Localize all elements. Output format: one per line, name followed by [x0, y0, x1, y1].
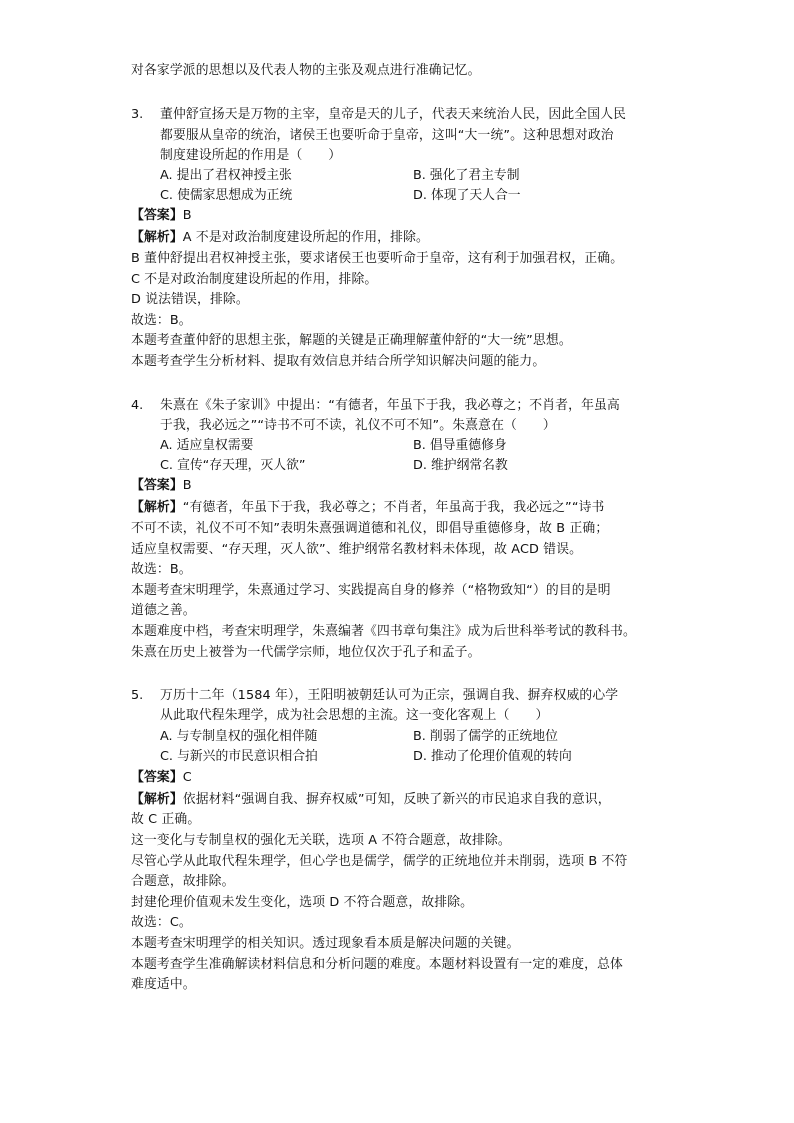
analysis-line: 故选：C。	[131, 915, 192, 930]
analysis-line: 本题考查学生准确解读材料信息和分析问题的难度。本题材料设置有一定的难度，总体	[131, 957, 623, 972]
option-c: C. 宣传“存天理，灭人欲”	[160, 458, 306, 473]
analysis-line: 合题意，故排除。	[131, 874, 235, 889]
analysis-line: 本题考查宋明理学，朱熹通过学习、实践提高自身的修养（“格物致知“）的目的是明	[131, 583, 611, 598]
analysis-line: 尽管心学从此取代程朱理学，但心学也是儒学，儒学的正统地位并未削弱，选项 B 不符	[131, 854, 628, 869]
option-b: B. 倡导重德修身	[413, 438, 507, 453]
analysis-line: 适应皇权需要、“存天理，灭人欲”、维护纲常名教材料未体现，故 ACD 错误。	[131, 542, 583, 557]
option-b: B. 削弱了儒学的正统地位	[413, 729, 558, 744]
answer-line	[131, 206, 192, 226]
analysis-line: 不可不读，礼仪不可不知”表明朱熹强调道德和礼仪，即倡导重德修身，故 B 正确；	[131, 521, 609, 536]
analysis-line: 朱熹在历史上被誉为一代儒学宗师，地位仅次于孔子和孟子。	[131, 645, 481, 660]
analysis-line: 本题难度中档，考查宋明理学，朱熹编著《四书章句集注》成为后世科举考试的教科书。	[131, 624, 636, 639]
analysis-line	[131, 790, 611, 810]
analysis-line: 难度适中。	[131, 977, 196, 992]
analysis-text: 依据材料“强调自我、摒弃权威”可知，反映了新兴的市民追求自我的意识，	[182, 792, 611, 807]
analysis-tag: 【解析】	[131, 230, 183, 245]
answer-value: C	[182, 770, 192, 785]
analysis-line: 道德之善。	[131, 603, 196, 618]
option-d: D. 体现了天人合一	[413, 188, 521, 203]
analysis-line: 本题考查宋明理学的相关知识。透过现象看本质是解决问题的关键。	[131, 936, 520, 951]
analysis-tag: 【解析】	[131, 500, 183, 515]
option-d: D. 推动了伦理价值观的转向	[413, 749, 572, 764]
analysis-line: D 说法错误，排除。	[131, 292, 249, 307]
answer-line	[131, 768, 192, 788]
intro-text: 对各家学派的思想以及代表人物的主张及观点进行准确记忆。	[131, 63, 481, 78]
question-number: 4.	[131, 398, 144, 413]
analysis-line: 故选：B。	[131, 562, 192, 577]
option-c: C. 使儒家思想成为正统	[160, 188, 293, 203]
analysis-line: 故选：B。	[131, 313, 192, 328]
option-a: A. 适应皇权需要	[160, 438, 254, 453]
question-stem-line: 制度建设所起的作用是（ ）	[160, 148, 342, 163]
option-d: D. 维护纲常名教	[413, 458, 508, 473]
option-b: B. 强化了君主专制	[413, 168, 520, 183]
analysis-text: “有德者，年虽下于我，我必尊之；不肖者，年虽高于我，我必远之”“诗书	[182, 500, 605, 515]
option-a: A. 提出了君权神授主张	[160, 168, 292, 183]
analysis-tag: 【解析】	[131, 792, 183, 807]
answer-value: B	[182, 208, 192, 223]
answer-tag: 【答案】	[131, 478, 183, 493]
question-number: 5.	[131, 688, 144, 703]
analysis-line: B 董仲舒提出君权神授主张，要求诸侯王也要听命于皇帝，这有利于加强君权，正确。	[131, 251, 624, 266]
analysis-line	[131, 498, 605, 518]
analysis-line: 本题考查董仲舒的思想主张，解题的关键是正确理解董仲舒的“大一统”思想。	[131, 333, 572, 348]
answer-value: B	[182, 478, 192, 493]
question-stem-line: 于我，我必远之”“诗书不可不读，礼仪不可不知”。朱熹意在（ ）	[160, 418, 556, 433]
analysis-line: 这一变化与专制皇权的强化无关联，选项 A 不符合题意，故排除。	[131, 833, 511, 848]
analysis-text: A 不是对政治制度建设所起的作用，排除。	[182, 230, 429, 245]
question-stem-line: 都要服从皇帝的统治，诸侯王也要听命于皇帝，这叫“大一统”。这种思想对政治	[160, 128, 614, 143]
analysis-line: 封建伦理价值观未发生变化，选项 D 不符合题意，故排除。	[131, 895, 474, 910]
analysis-line: C 不是对政治制度建设所起的作用，排除。	[131, 272, 378, 287]
option-a: A. 与专制皇权的强化相伴随	[160, 729, 318, 744]
answer-line	[131, 476, 192, 496]
question-stem-line: 朱熹在《朱子家训》中提出：“有德者，年虽下于我，我必尊之；不肖者，年虽高	[160, 398, 620, 413]
analysis-line: 故 C 正确。	[131, 812, 201, 827]
question-number: 3.	[131, 107, 144, 122]
question-stem-line: 万历十二年（1584 年），王阳明被朝廷认可为正宗，强调自我、摒弃权威的心学	[160, 688, 619, 703]
answer-tag: 【答案】	[131, 770, 183, 785]
analysis-line: 本题考查学生分析材料、提取有效信息并结合所学知识解决问题的能力。	[131, 354, 546, 369]
question-stem-line: 从此取代程朱理学，成为社会思想的主流。这一变化客观上（ ）	[160, 708, 549, 723]
analysis-line	[131, 228, 429, 248]
option-c: C. 与新兴的市民意识相合拍	[160, 749, 318, 764]
answer-tag: 【答案】	[131, 208, 183, 223]
question-stem-line: 董仲舒宣扬天是万物的主宰，皇帝是天的儿子，代表天来统治人民，因此全国人民	[160, 107, 627, 122]
